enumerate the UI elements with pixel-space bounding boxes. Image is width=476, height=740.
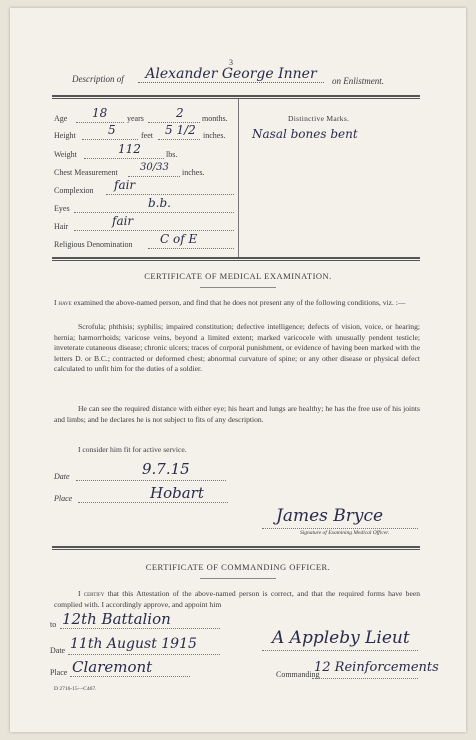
- commanding-text: that this Attestation of the above-named person is correct, and that the required forms have been complied with. I accordingly approve, and appoint him: [54, 589, 421, 609]
- religion-label: Religious Denomination: [54, 240, 133, 249]
- commanding-place-value: Claremont: [72, 658, 153, 676]
- commanding-title-rule: [200, 578, 276, 579]
- medical-date-line: [76, 480, 226, 481]
- feet-label: feet: [141, 131, 153, 140]
- medical-fitness-paragraph: He can see the required distance with either eye; his heart and lungs are healthy; he has the free use of his joints and limbs; and he declares he is not subject to fits of any description.: [54, 404, 420, 424]
- hair-label: Hair: [54, 222, 69, 231]
- medical-intro-text: examined the above-named person, and find that he does not present any of the following conditions, viz. :—: [73, 298, 406, 307]
- medical-intro-lead: I have: [54, 298, 72, 307]
- recruit-name: Alexander George Inner: [138, 66, 324, 83]
- section-divider-rule-inner: [52, 549, 420, 550]
- medical-intro-paragraph: [54, 298, 420, 309]
- eyes-label: Eyes: [54, 204, 70, 213]
- medical-signature-line: [262, 528, 418, 529]
- age-label: Age: [54, 114, 68, 123]
- commanding-place-line: [70, 676, 190, 677]
- inches-label: inches.: [203, 131, 226, 140]
- commanding-officer-signature: A Appleby Lieut: [272, 628, 410, 648]
- age-years-value: 18: [92, 106, 108, 120]
- weight-value: 112: [118, 142, 141, 156]
- weight-unit: lbs.: [166, 150, 178, 159]
- complexion-value: fair: [114, 178, 136, 192]
- battalion-line: [60, 628, 220, 629]
- commanding-date-line: [68, 654, 220, 655]
- commanding-unit-value: 12 Reinforcements: [314, 660, 439, 675]
- battalion-value: 12th Battalion: [62, 610, 171, 628]
- commanding-date-value: 11th August 1915: [70, 636, 197, 652]
- height-label: Height: [54, 131, 76, 140]
- box-top-rule: [52, 95, 420, 97]
- medical-date-value: 9.7.15: [142, 460, 190, 478]
- box-divider: [238, 99, 239, 257]
- medical-title-rule: [200, 287, 276, 288]
- religion-line: [148, 248, 234, 249]
- chest-unit: inches.: [182, 168, 205, 177]
- distinctive-marks-value: Nasal bones bent: [252, 127, 358, 141]
- on-enlistment-label: on Enlistment.: [332, 76, 384, 86]
- complexion-label: Complexion: [54, 186, 94, 195]
- medical-fit-statement: I consider him fit for active service.: [78, 445, 187, 454]
- weight-label: Weight: [54, 150, 77, 159]
- complexion-line: [106, 194, 234, 195]
- medical-date-label: Date: [54, 472, 70, 481]
- age-months-value: 2: [176, 106, 184, 120]
- commanding-label: Commanding: [276, 670, 320, 679]
- appoint-to-label: to: [50, 620, 57, 629]
- commanding-lead: I certify: [78, 589, 105, 598]
- commanding-signature-line: [262, 650, 418, 651]
- distinctive-marks-label: Distinctive Marks.: [288, 114, 350, 123]
- section-divider-rule: [52, 546, 420, 548]
- height-inches-line: [158, 139, 200, 140]
- medical-place-line: [78, 502, 228, 503]
- chest-value: 30/33: [140, 162, 169, 173]
- commanding-place-label: Place: [50, 668, 68, 677]
- religion-value: C of E: [160, 232, 198, 246]
- eyes-line: [74, 212, 234, 213]
- commanding-paragraph: [54, 589, 420, 610]
- commanding-certificate-title: CERTIFICATE OF COMMANDING OFFICER.: [145, 562, 331, 572]
- medical-place-value: Hobart: [150, 484, 204, 502]
- chest-line: [128, 176, 180, 177]
- medical-place-label: Place: [54, 494, 73, 503]
- medical-conditions-paragraph: Scrofula; phthisis; syphilis; impaired constitution; defective intelligence; defects of vision, voice, or hearing; hernia; hæmorrhoids; varicose veins, beyond a limited extent; marked varicocele with unusually pendent testicle; inveterate cutaneous disease; chronic ulcers; traces of corporal punishment, or evidence of having been marked with the letters D. or B.C.; contracted or deformed chest; abnormal curvature of spine; or any other disease or physical defect calculated to unfit him for the duties of a soldier.: [54, 322, 420, 373]
- weight-line: [84, 158, 164, 159]
- chest-label: Chest Measurement: [54, 168, 118, 177]
- medical-signature-caption: Signature of Examining Medical Officer.: [300, 530, 390, 536]
- printer-mark: D 2716-15—C467.: [54, 686, 97, 692]
- age-years-line: [76, 122, 124, 123]
- months-label: months.: [202, 114, 228, 123]
- description-of-label: Description of: [72, 74, 124, 84]
- commanding-unit-line: [312, 678, 418, 679]
- medical-certificate-title: CERTIFICATE OF MEDICAL EXAMINATION.: [144, 271, 332, 281]
- page-number: 3: [229, 58, 233, 67]
- commanding-date-label: Date: [50, 646, 66, 655]
- box-bottom-rule: [52, 257, 420, 259]
- height-feet-value: 5: [108, 123, 116, 137]
- hair-value: fair: [112, 214, 134, 228]
- medical-officer-signature: James Bryce: [276, 506, 384, 526]
- box-top-rule-inner: [52, 98, 420, 99]
- hair-line: [74, 230, 234, 231]
- height-inches-value: 5 1/2: [165, 123, 196, 137]
- eyes-value: b.b.: [148, 196, 171, 210]
- height-feet-line: [82, 139, 138, 140]
- years-label: years: [127, 114, 144, 123]
- box-bottom-rule-inner: [52, 260, 420, 261]
